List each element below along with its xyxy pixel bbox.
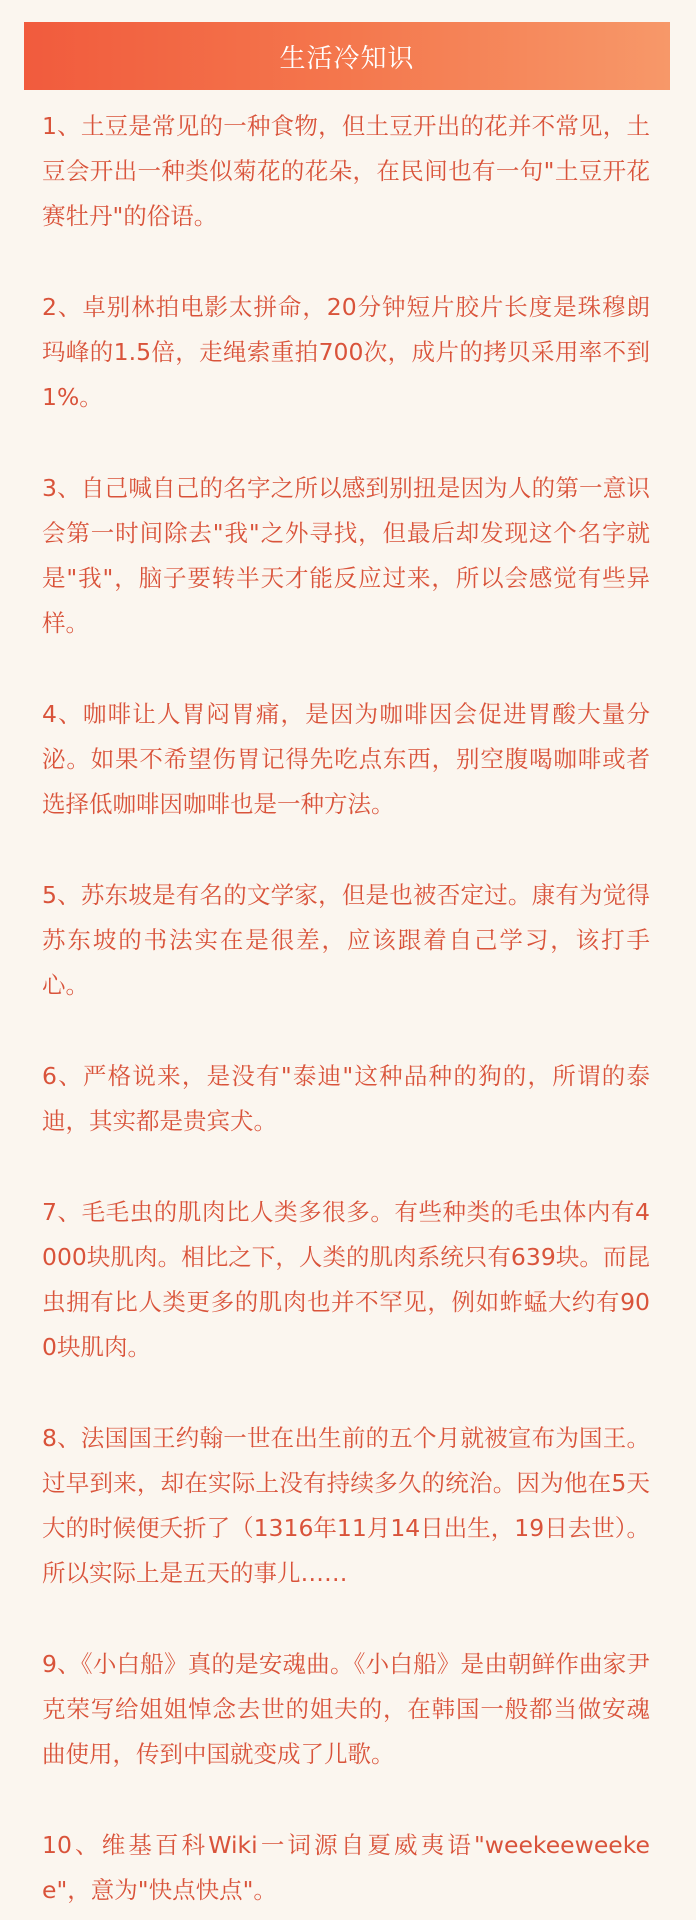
fact-item-2: 2、卓别林拍电影太拼命，20分钟短片胶片长度是珠穆朗玛峰的1.5倍，走绳索重拍700次，成片的拷贝采用率不到1%。 (42, 293, 650, 411)
page-title: 生活冷知识 (279, 43, 415, 74)
fact-item-7: 7、毛毛虫的肌肉比人类多很多。有些种类的毛虫体内有4000块肌肉。相比之下，人类的肌肉系统只有639块。而昆虫拥有比人类更多的肌肉也并不罕见，例如蚱蜢大约有900块肌肉。 (42, 1198, 650, 1361)
fact-item-10: 10、维基百科Wiki一词源自夏威夷语"weekeeweekee"，意为"快点快点"。 (42, 1831, 650, 1904)
fact-item-5: 5、苏东坡是有名的文学家，但是也被否定过。康有为觉得苏东坡的书法实在是很差，应该跟着自己学习，该打手心。 (42, 881, 650, 999)
fact-item-8: 8、法国国王约翰一世在出生前的五个月就被宣布为国王。过早到来，却在实际上没有持续多久的统治。因为他在5天大的时候便夭折了（1316年11月14日出生，19日去世）。所以实际上是五天的事儿…… (42, 1424, 650, 1587)
facts-list (42, 104, 650, 1913)
fact-item-4: 4、咖啡让人胃闷胃痛，是因为咖啡因会促进胃酸大量分泌。如果不希望伤胃记得先吃点东西，别空腹喝咖啡或者选择低咖啡因咖啡也是一种方法。 (42, 700, 650, 818)
fact-item-1: 1、土豆是常见的一种食物，但土豆开出的花并不常见，土豆会开出一种类似菊花的花朵，在民间也有一句"土豆开花赛牡丹"的俗语。 (42, 112, 650, 230)
fact-item-6: 6、严格说来，是没有"泰迪"这种品种的狗的，所谓的泰迪，其实都是贵宾犬。 (42, 1062, 650, 1135)
fact-item-3: 3、自己喊自己的名字之所以感到别扭是因为人的第一意识会第一时间除去"我"之外寻找，但最后却发现这个名字就是"我"，脑子要转半天才能反应过来，所以会感觉有些异样。 (42, 474, 650, 637)
fact-item-9: 9、《小白船》真的是安魂曲。《小白船》是由朝鲜作曲家尹克荣写给姐姐悼念去世的姐夫的，在韩国一般都当做安魂曲使用，传到中国就变成了儿歌。 (42, 1650, 650, 1768)
header-banner (24, 22, 670, 90)
